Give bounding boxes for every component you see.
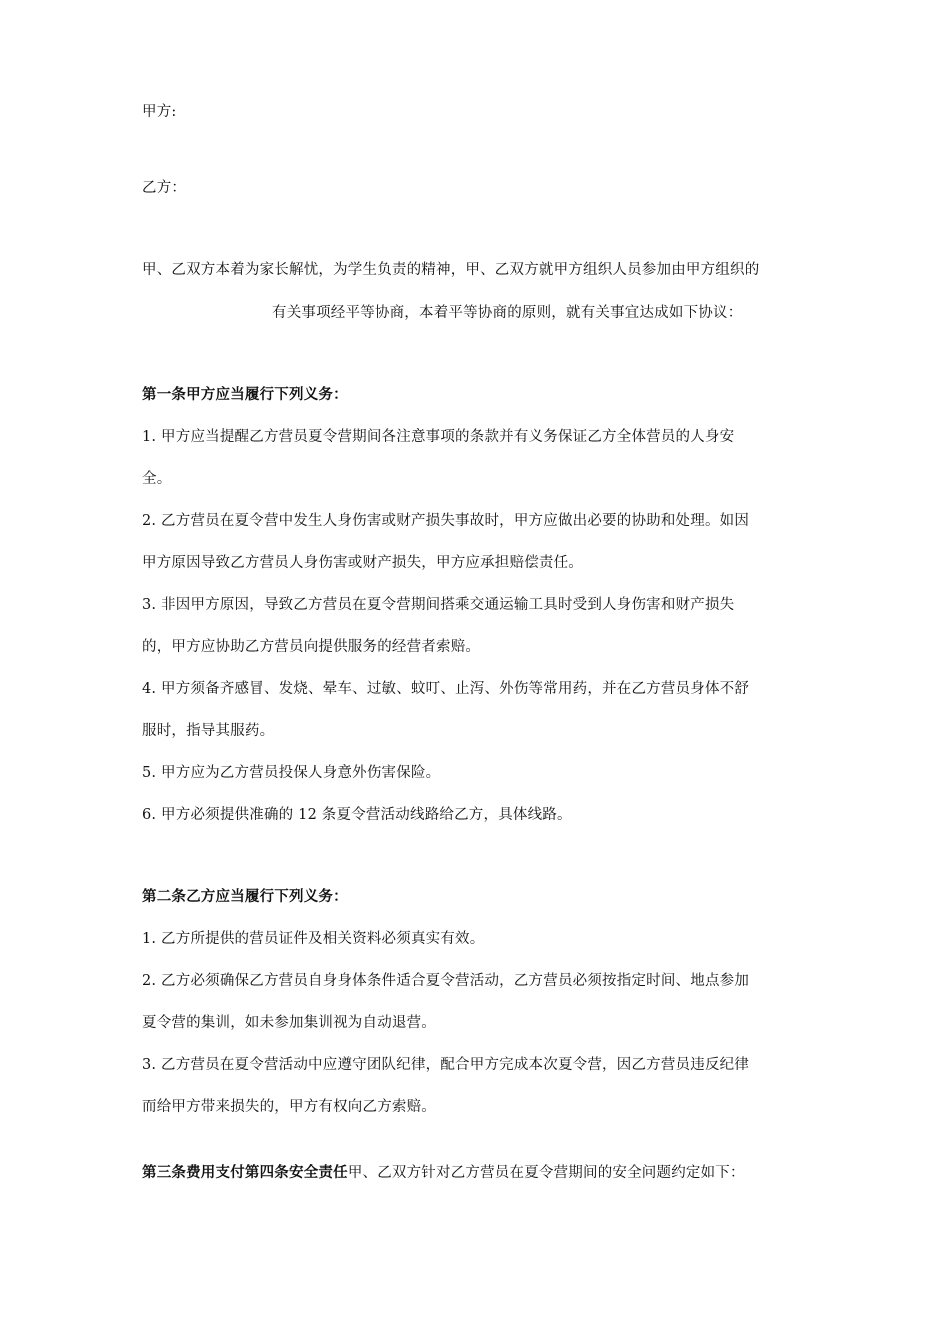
intro-line-1: 甲、乙双方本着为家长解忧，为学生负责的精神，甲、乙双方就甲方组织人员参加由甲方组织的: [142, 262, 760, 278]
article-2-line: 1. 乙方所提供的营员证件及相关资料必须真实有效。: [142, 931, 485, 947]
article-1-heading: 第一条甲方应当履行下列义务：: [142, 386, 348, 403]
article-2-line: 2. 乙方必须确保乙方营员自身身体条件适合夏令营活动，乙方营员必须按指定时间、地点参加: [142, 973, 750, 989]
article-2-line: 而给甲方带来损失的，甲方有权向乙方索赔。: [142, 1099, 436, 1115]
article-1-line: 6. 甲方必须提供准确的 12 条夏令营活动线路给乙方，具体线路。: [142, 807, 572, 823]
article-2-line: 3. 乙方营员在夏令营活动中应遵守团队纪律，配合甲方完成本次夏令营，因乙方营员违反纪律: [142, 1057, 750, 1073]
article-1-line: 全。: [142, 471, 172, 487]
article-3-text: 甲、乙双方针对乙方营员在夏令营期间的安全问题约定如下：: [347, 1165, 745, 1181]
article-1-line: 5. 甲方应为乙方营员投保人身意外伤害保险。: [142, 765, 441, 781]
article-1-line: 3. 非因甲方原因，导致乙方营员在夏令营期间搭乘交通运输工具时受到人身伤害和财产损失: [142, 597, 735, 613]
article-1-line: 服时，指导其服药。: [142, 723, 275, 739]
article-1-line: 的，甲方应协助乙方营员向提供服务的经营者索赔。: [142, 639, 481, 655]
article-1-line: 甲方原因导致乙方营员人身伤害或财产损失，甲方应承担赔偿责任。: [142, 555, 583, 571]
article-1-line: 4. 甲方须备齐感冒、发烧、晕车、过敏、蚊叮、止泻、外伤等常用药，并在乙方营员身体不舒: [142, 681, 750, 697]
article-1-line: 1. 甲方应当提醒乙方营员夏令营期间各注意事项的条款并有义务保证乙方全体营员的人身安: [142, 429, 735, 445]
article-1-line: 2. 乙方营员在夏令营中发生人身伤害或财产损失事故时，甲方应做出必要的协助和处理。如因: [142, 513, 750, 529]
intro-line-2: 有关事项经平等协商，本着平等协商的原则，就有关事宜达成如下协议：: [272, 305, 743, 321]
party-a-label: 甲方:: [142, 104, 177, 120]
article-3-line: [142, 1163, 745, 1183]
party-b-label: 乙方：: [142, 180, 187, 196]
article-2-line: 夏令营的集训，如未参加集训视为自动退营。: [142, 1015, 436, 1031]
article-3-heading: 第三条费用支付第四条安全责任: [142, 1164, 348, 1181]
article-2-heading: 第二条乙方应当履行下列义务：: [142, 888, 348, 905]
